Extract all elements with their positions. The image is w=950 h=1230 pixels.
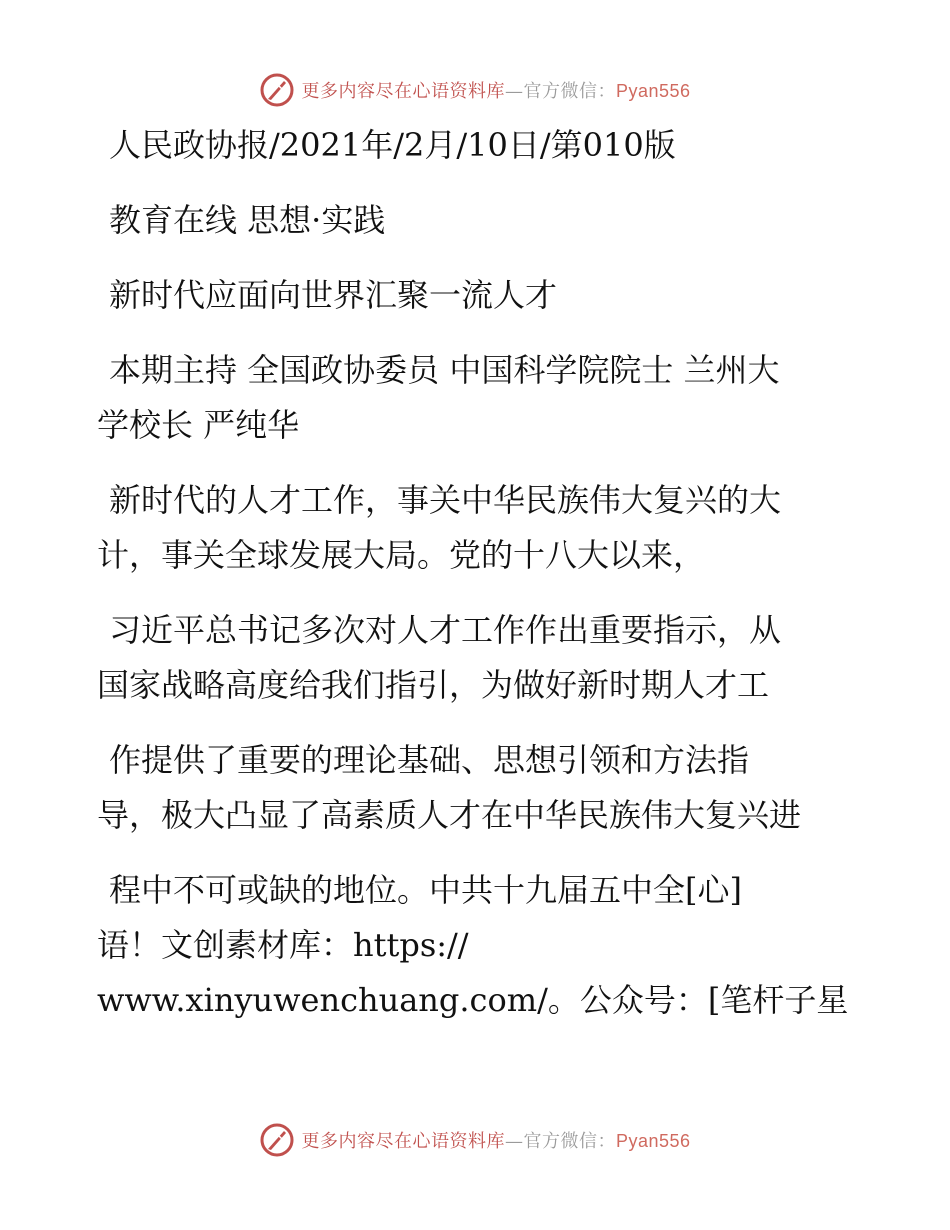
document-paragraph (97, 118, 857, 173)
paragraph-line: www.xinyuwenchuang.com/。公众号：[笔杆子星 (97, 981, 849, 1019)
document-paragraph (97, 473, 857, 583)
paragraph-line: 新时代的人才工作，事关中华民族伟大复兴的大 (109, 481, 782, 519)
watermark-wechat-label: 官方微信： (523, 1131, 616, 1152)
paragraph-line: 本期主持 全国政协委员 中国科学院院士 兰州大 (109, 351, 780, 389)
document-paragraph (97, 193, 857, 248)
watermark-main-text: 更多内容尽在心语资料库 (301, 81, 505, 102)
document-paragraph (97, 268, 857, 323)
watermark-text (301, 1127, 690, 1153)
paragraph-line: 学校长 严纯华 (97, 406, 300, 444)
watermark-wechat-id: Pyan556 (615, 81, 691, 101)
paragraph-line: 习近平总书记多次对人才工作作出重要指示，从 (109, 611, 782, 649)
paragraph-line: 新时代应面向世界汇聚一流人才 (109, 276, 558, 314)
watermark-dash: — (504, 81, 524, 102)
footer-watermark-banner (0, 1120, 950, 1160)
document-body (97, 118, 857, 1048)
watermark-wechat-id: Pyan556 (615, 1131, 691, 1151)
paragraph-line: 教育在线 思想·实践 (109, 201, 386, 239)
feather-pen-logo-icon (259, 1122, 295, 1158)
feather-pen-logo-icon (259, 72, 295, 108)
watermark-main-text: 更多内容尽在心语资料库 (301, 1131, 505, 1152)
document-paragraph (97, 603, 857, 713)
paragraph-line: 国家战略高度给我们指引，为做好新时期人才工 (97, 666, 770, 704)
watermark-text (301, 77, 690, 103)
paragraph-line: 作提供了重要的理论基础、思想引领和方法指 (109, 741, 750, 779)
document-paragraph (97, 733, 857, 843)
header-watermark-banner (0, 70, 950, 110)
document-paragraph (97, 343, 857, 453)
watermark-wechat-label: 官方微信： (523, 81, 616, 102)
paragraph-line: 人民政协报/2021年/2月/10日/第010版 (109, 126, 676, 164)
paragraph-line: 导，极大凸显了高素质人才在中华民族伟大复兴进 (97, 796, 802, 834)
paragraph-line: 计，事关全球发展大局。党的十八大以来， (97, 536, 706, 574)
paragraph-line: 语！文创素材库：https:// (97, 926, 469, 964)
document-paragraph (97, 863, 857, 1028)
paragraph-line: 程中不可或缺的地位。中共十九届五中全[心] (109, 871, 742, 909)
watermark-dash: — (504, 1131, 524, 1152)
